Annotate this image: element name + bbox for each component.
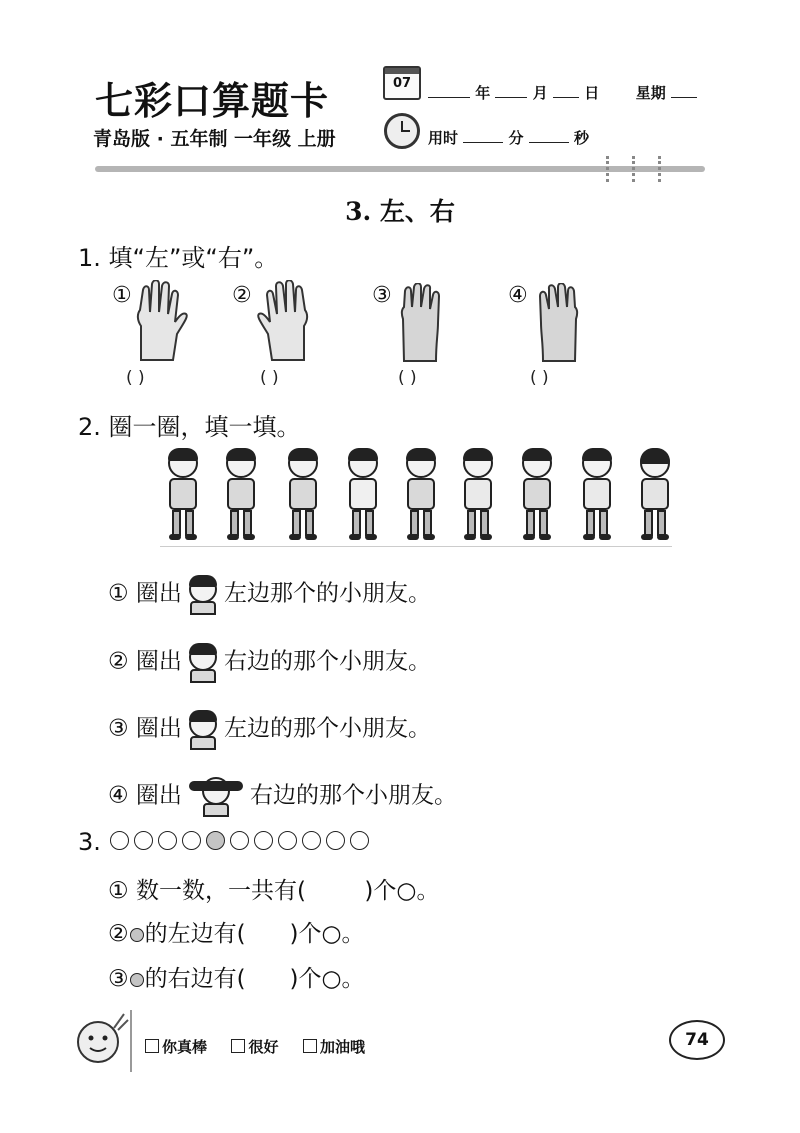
q1-marker-2: ② [232,283,252,308]
q3-item-1-marker: ① [108,878,129,904]
minutes-blank[interactable] [463,128,503,143]
q2-item-1-marker: ① 圈出 [108,580,182,607]
rating-checkbox-1[interactable] [145,1039,159,1053]
q3-item-2-post: )个○。 [289,921,365,947]
child-figure[interactable] [632,448,678,540]
header-divider [95,166,705,172]
ground-line [160,546,672,547]
q1-answer-2[interactable]: ( ) [260,368,279,388]
q1-answer-3[interactable]: ( ) [398,368,417,388]
question-2-title: 2. 圈一圈，填一填。 [78,413,301,441]
q3-item-1-blank[interactable] [306,878,365,904]
grey-circle-icon [206,831,225,850]
q3-item-1 [108,872,439,905]
seconds-label: 秒 [573,129,589,147]
q3-item-2-marker: ② [108,921,129,947]
q1-marker-1: ① [112,283,132,308]
rating-label-1: 你真棒 [162,1038,208,1056]
child-figure[interactable] [455,448,501,540]
rating-checkbox-3[interactable] [303,1039,317,1053]
calendar-icon [383,66,421,100]
footer-divider [130,1010,132,1072]
girl-avatar-icon [183,573,223,615]
hand-back-icon [398,283,444,363]
q2-item-2 [108,641,431,683]
circle-icon [350,831,369,850]
month-blank[interactable] [495,83,527,98]
q2-item-2-marker: ② 圈出 [108,648,182,675]
lesson-title: 3. 左、右 [345,197,455,226]
hand-back-icon [535,283,581,363]
child-figure[interactable] [574,448,620,540]
child-figure[interactable] [280,448,326,540]
q2-item-1 [108,573,431,615]
seconds-blank[interactable] [529,128,569,143]
circle-icon [326,831,345,850]
binder-ring-icon [658,156,664,182]
rating-label-2: 很好 [248,1038,279,1056]
q2-item-4-text: 右边的那个小朋友。 [249,782,457,809]
q3-item-1-post: )个○。 [364,878,440,904]
q3-item-2-pre: 的左边有( [144,921,246,947]
rating-options [145,1036,365,1057]
q3-item-3-marker: ③ [108,966,129,992]
q3-item-2 [108,915,365,948]
rating-checkbox-2[interactable] [231,1039,245,1053]
grey-circle-icon [130,928,144,942]
time-fields [428,127,589,148]
brand-title: 七彩口算题卡 [95,78,330,123]
pigtail-girl-avatar-icon [183,775,249,817]
q3-item-3-blank[interactable] [246,966,290,992]
q3-item-1-pre: 数一数，一共有( [135,878,306,904]
q2-item-3-marker: ③ 圈出 [108,715,182,742]
time-label: 用时 [428,129,459,147]
circle-icon [182,831,201,850]
grey-circle-icon [130,973,144,987]
q2-item-4 [108,775,457,817]
q2-item-3-text: 左边的那个小朋友。 [223,715,431,742]
child-figure[interactable] [514,448,560,540]
q3-item-3-pre: 的右边有( [144,966,246,992]
mascot-icon [70,1008,130,1068]
question-1-title: 1. 填“左”或“右”。 [78,244,279,272]
rating-label-3: 加油哦 [319,1038,365,1056]
q3-item-3-post: )个○。 [289,966,365,992]
question-3-number: 3. [78,828,101,856]
page-number: 74 [669,1020,725,1060]
series-label: 青岛版 · 五年制 一年级 上册 [93,128,336,150]
child-figure[interactable] [398,448,444,540]
boy-avatar-icon [183,641,223,683]
q1-marker-3: ③ [372,283,392,308]
weekday-label: 星期 [635,84,666,102]
day-blank[interactable] [553,83,579,98]
day-label: 日 [584,84,600,102]
circle-icon [302,831,321,850]
circle-icon [110,831,129,850]
binder-ring-icon [632,156,638,182]
date-fields [428,82,697,103]
left-hand-palm-icon [256,280,312,362]
circle-icon [230,831,249,850]
q2-item-2-text: 右边的那个小朋友。 [223,648,431,675]
boy-avatar-icon [183,708,223,750]
weekday-blank[interactable] [671,83,697,98]
child-figure[interactable] [340,448,386,540]
q3-item-3 [108,960,365,993]
circle-icon [278,831,297,850]
q3-item-2-blank[interactable] [246,921,290,947]
q1-marker-4: ④ [508,283,528,308]
year-blank[interactable] [428,83,470,98]
circle-icon [158,831,177,850]
child-figure[interactable] [218,448,264,540]
calendar-day: 07 [392,76,412,91]
child-figure[interactable] [160,448,206,540]
circle-icon [134,831,153,850]
year-label: 年 [475,84,491,102]
q1-answer-4[interactable]: ( ) [530,368,549,388]
q2-item-3 [108,708,431,750]
clock-icon [384,113,420,149]
q2-item-4-marker: ④ 圈出 [108,782,182,809]
q2-item-1-text: 左边那个的小朋友。 [223,580,431,607]
minutes-label: 分 [508,129,524,147]
children-row [160,448,672,546]
binder-ring-icon [606,156,612,182]
circle-row [110,830,374,850]
circle-icon [254,831,273,850]
month-label: 月 [532,84,548,102]
right-hand-palm-icon [133,280,189,362]
q1-answer-1[interactable]: ( ) [126,368,145,388]
